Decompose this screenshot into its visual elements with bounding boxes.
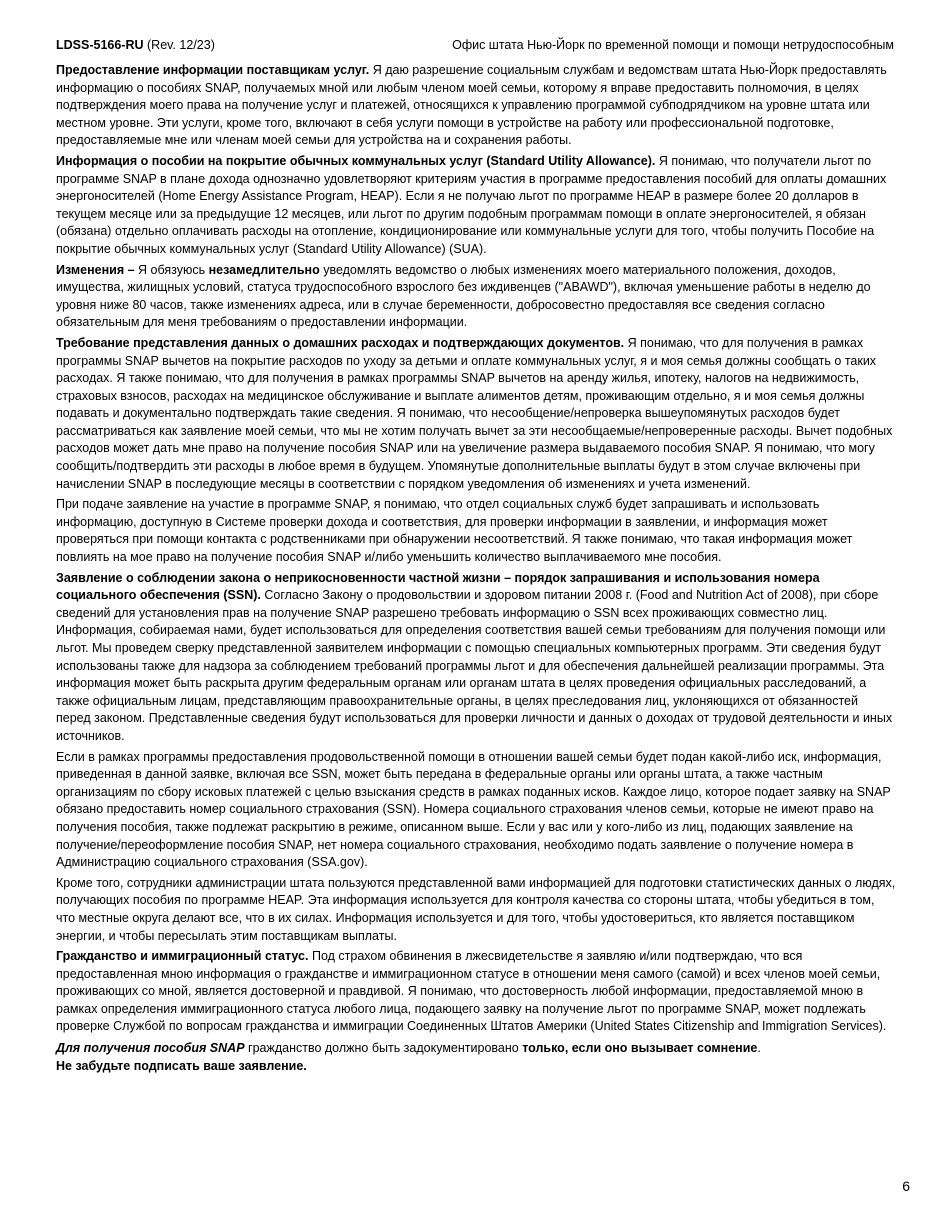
section-text: Под страхом обвинения в лжесвидетельстве я заявляю и/или подтверждаю, что вся предоставленная мною информация о гражданстве и иммиграционном статусе в отношении меня самого (самой) и всех членов моей семьи, проживающих со мной, является достоверной и правдивой. Я понимаю, что достоверность любой информации, предоставляемой мною в рамках определения иммиграционного статуса любого лица, подающего заявку на получение льгот по программе SNAP, может подлежать проверке Службой по вопросам гражданства и иммиграции Соединенных Штатов Америки (United States Citizenship and Immigration Services).	[56, 949, 887, 1034]
footer-note	[56, 1040, 896, 1075]
section-text: Я понимаю, что для получения в рамках программы SNAP вычетов на покрытие расходов по уходу за детьми и оплате коммунальных услуг, я и моя семья должны сообщать о таких расходах. Я также понимаю, что для получения в рамках программы SNAP вычетов на аренду жилья, ипотеку, налогов на недвижимость, страховых взносов, расходах на медицинское обслуживание и выплате алиментов детям, проживающим отдельно, я и моя семья должны подавать и документально подтверждать такие сведения. Я понимаю, что несообщение/непроверка вышеупомянутых расходов будет рассматриваться как заявление моей семьи, что мы не хотим получать вычет за эти несообщаемые/непроверенные расходы. Вычет подобных расходов может дать мне право на получение пособия SNAP или на увеличение размера выдаваемого пособия SNAP. Я понимаю, что могу сообщить/подтвердить эти расходы в любое время в будущем. Упомянутые дополнительные выплаты будут в этом случае включены при начислении SNAP в последующие месяцы в соответствии с порядком уведомления об изменениях и учета изменений.	[56, 335, 893, 491]
footer-note-condition: только, если оно вызывает сомнение	[522, 1041, 758, 1056]
page-header	[56, 36, 894, 54]
section-standard-utility-allowance	[56, 153, 896, 259]
section-title: Изменения –	[56, 262, 135, 277]
form-revision: (Rev. 12/23)	[143, 38, 215, 52]
section-text: При подаче заявление на участие в программе SNAP, я понимаю, что отдел социальных служб будет запрашивать и использовать информацию, доступную в Системе проверки дохода и соответствия, для проверки информации в заявлении, и информация может проверяться при помощи контакта с родственниками при обнаружении несоответствий. Я также понимаю, что такая информация может повлиять на мое право на получение пособия SNAP и/либо уменьшить количество выплачиваемого мне пособия.	[56, 497, 853, 565]
section-text: Я понимаю, что получатели льгот по программе SNAP в плане дохода однозначно удовлетворяют критериям участия в программе предоставления пособий для оплаты домашних энергоносителей (Home Energy Assistance Program, HEAP). Если я не получаю льгот по программе HEAP в размере более 20 долларов в текущем месяце или за предыдущие 12 месяцев, или льгот по другим подобным программам помощи в оплате энергоносителей, я обязан (обязана) отдельно оплачивать расходы на отопление, кондиционирование или коммунальные услуги для того, чтобы получить Пособие на покрытие обычных коммунальных услуг (Standard Utility Allowance) (SUA).	[56, 153, 887, 256]
section-title: Предоставление информации поставщикам услуг.	[56, 63, 370, 77]
section-text: Согласно Закону о продовольствии и здоровом питании 2008 г. (Food and Nutrition Act of 2008), при сборе сведений для установления прав на получение SNAP разрешено требовать информацию о SSN всех проживающих совместно лиц. Информация, собираемая нами, будет использоваться для определения соответствия вашей семьи требованиям для получения помощи или льгот. Мы проведем сверку представленной заявителем информации с помощью специальных компьютерных программ. Эти сведения будут использованы также для надзора за соблюдением требований программы льгот и для обеспечения дальнейшей реализации программы. Эта информация может быть раскрыта другим федеральным органам или органам штата в целях проведения официальных расследований, а также официальным лицам, представляющим правоохранительные органы, в целях преследования лиц, уклоняющихся от обязанностей перед законом. Представленные сведения будут использоваться для проверки личности и данных о доходах от трудовой деятельности и иных источников.	[56, 588, 893, 743]
section-text: Если в рамках программы предоставления продовольственной помощи в отношении вашей семьи будет подан какой-либо иск, информация, приведенная в данной заявке, включая все SSN, может быть передана в федеральные органы или органы штата, а также частным организациям по сбору исковых платежей с целью взыскания средств в рамках поданных исков. Каждое лицо, которое подает заявку на SNAP обязано предоставить номер социального страхования (SSN). Номера социального страхования членов семьи, которые не имеют право на получения пособия, также подлежат раскрытию в режиме, описанном выше. Если у вас или у кого-либо из лиц, подающих заявление на получение/переоформление пособия SNAP, нет номера социального страхования, необходимо подать заявление о получение номера в Администрацию социального страхования (SSA.gov).	[56, 749, 891, 870]
section-title: Информация о пособии на покрытие обычных коммунальных услуг (Standard Utility Allowance).	[56, 153, 656, 168]
section-claims-disclosure	[56, 749, 896, 872]
section-emphasis: незамедлительно	[208, 262, 320, 277]
footer-note-middle: гражданство должно быть задокументировано	[244, 1041, 523, 1056]
page-number: 6	[902, 1178, 910, 1194]
footer-note-period: .	[757, 1041, 761, 1056]
section-income-verification	[56, 496, 896, 566]
section-changes	[56, 262, 896, 332]
form-id: LDSS-5166-RU	[56, 38, 144, 52]
section-text: уведомлять ведомство о любых изменениях моего материального положения, доходов, имущества, жилищных условий, статуса трудоспособного взрослого без иждивенцев ("ABAWD"), включая уменьшение работы в неделю до уровня ниже 80 часов, также изменениях адреса, или в случае беременности, добросовестно предоставляя все сведения согласно обязательным для меня требованиям о предоставлении информации.	[56, 262, 871, 330]
form-identifier	[56, 36, 215, 54]
document-body	[56, 62, 896, 1078]
section-provider-info	[56, 62, 896, 150]
section-title: Требование представления данных о домашних расходах и подтверждающих документов.	[56, 335, 625, 350]
section-expense-reporting	[56, 335, 896, 493]
section-title: Заявление о соблюдении закона о неприкосновенности частной жизни – порядок запрашивания и использования номера социального обеспечения (SSN).	[56, 570, 820, 603]
section-text: Кроме того, сотрудники администрации штата пользуются представленной вами информацией для подготовки статистических данных о людях, получающих пособия по программе HEAP. Эта информация используется для контроля качества со стороны штата, чтобы убедиться в том, что местные округа делают все, что в их силах. Информация используется и для того, чтобы удостовериться, кто является поставщиком энергии, и чтобы пересылать этим поставщикам выплаты.	[56, 875, 896, 943]
section-privacy-ssn	[56, 570, 896, 746]
section-citizenship-immigration	[56, 948, 896, 1036]
footer-note-lead: Для получения пособия SNAP	[56, 1041, 245, 1056]
section-text: Я даю разрешение социальным службам и ведомствам штата Нью-Йорк предоставлять информацию о пособиях SNAP, получаемых мной или любым членом моей семьи, которому я вправе предоставить полномочия, в целях подтверждения моего права на получение услуг и платежей, относящихся к управлению программой субподрядчиком на уровне штата или местном уровне. Эти услуги, кроме того, включают в себя услуги помощи в устройстве на работу или профессиональной подготовке, предоставляемые мне или членам моей семьи для устройства на и сохранения работы.	[56, 63, 887, 148]
section-title: Гражданство и иммиграционный статус.	[56, 949, 309, 964]
sign-reminder: Не забудьте подписать ваше заявление.	[56, 1058, 307, 1073]
section-text-lead: Я обязуюсь	[134, 262, 209, 277]
office-name: Офис штата Нью-Йорк по временной помощи и помощи нетрудоспособным	[452, 38, 894, 52]
section-heap-statistics	[56, 875, 896, 945]
